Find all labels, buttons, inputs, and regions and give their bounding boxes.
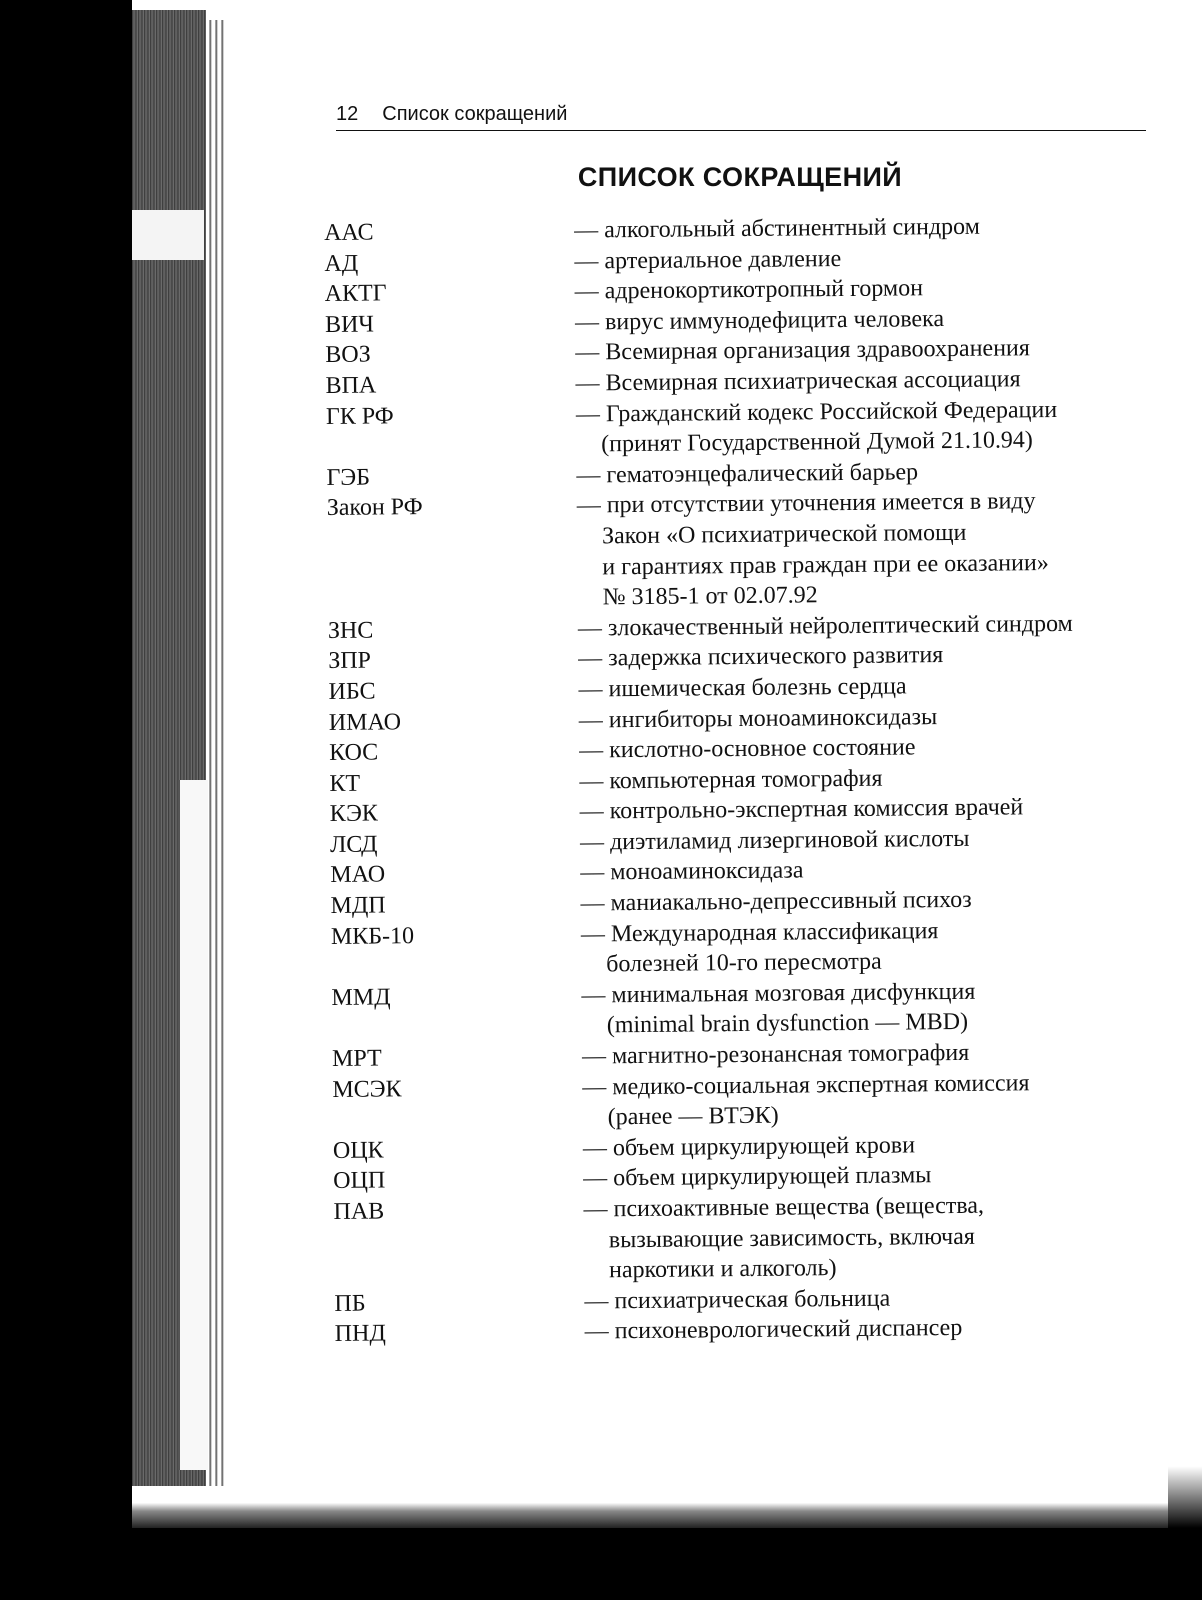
definition-line: — Международная классификация [580, 917, 939, 948]
abbreviation-term: АКТГ [324, 280, 387, 308]
definition-line: (ранее — ВТЭК) [607, 1102, 779, 1131]
abbreviation-term: ПБ [334, 1290, 366, 1317]
definition-line: — гематоэнцефалический барьер [576, 459, 919, 489]
scan-bottom-shadow [132, 1486, 1172, 1528]
abbreviation-term: ИБС [328, 678, 376, 705]
definition-line: № 3185-1 от 02.07.92 [602, 582, 818, 611]
abbreviation-term: МКБ-10 [330, 922, 415, 950]
abbreviation-term: ЗНС [327, 617, 374, 644]
definition-line: — ингибиторы моноаминоксидазы [578, 703, 938, 734]
scan-light-strip [178, 780, 208, 1470]
scan-light-patch [132, 210, 204, 260]
abbreviation-term: ГЭБ [326, 464, 371, 491]
abbreviation-definition [577, 485, 1158, 613]
running-title: Список сокращений [382, 103, 568, 125]
scan-corner-shadow [1168, 1440, 1202, 1528]
abbreviation-term: ИМАО [328, 708, 402, 736]
definition-line: — маниакально-депрессивный психоз [580, 886, 972, 917]
definition-line: — ишемическая болезнь сердца [578, 673, 907, 703]
abbreviation-term: ОЦП [333, 1167, 386, 1195]
definition-line: — артериальное давление [574, 245, 842, 275]
abbreviation-entry [326, 394, 1157, 463]
abbreviation-term: ГК РФ [325, 402, 394, 430]
definition-line: — психоневрологический диспансер [584, 1315, 963, 1345]
abbreviation-definition [582, 1067, 1163, 1134]
definition-line: — Гражданский кодекс Российской Федерации [575, 396, 1058, 428]
definition-line: — адренокортикотропный гормон [574, 275, 924, 305]
definition-line: — алкогольный абстинентный синдром [574, 213, 980, 244]
scan-page-edges [206, 20, 224, 1500]
abbreviation-definition [576, 394, 1157, 461]
abbreviation-term: КОС [329, 739, 379, 767]
scan-dark-margin [0, 0, 132, 1600]
definition-line: Закон «О психиатрической помощи [601, 519, 967, 550]
abbreviation-definition [581, 914, 1162, 981]
abbreviation-term: МСЭК [332, 1075, 402, 1103]
abbreviation-definition [585, 1311, 1165, 1347]
abbreviation-term: ВИЧ [324, 311, 375, 338]
abbreviation-term: ААС [324, 219, 374, 246]
definition-line: — моноаминоксидаза [580, 857, 804, 887]
definition-line: — кислотно-основное состояние [579, 734, 916, 764]
definition-line: — объем циркулирующей крови [582, 1132, 916, 1162]
definition-line: — вирус иммунодефицита человека [574, 305, 945, 336]
definition-line: — Всемирная психиатрическая ассоциация [575, 366, 1021, 397]
page-title: СПИСОК СОКРАЩЕНИЙ [577, 162, 903, 192]
definition-line: — задержка психического развития [578, 642, 944, 672]
abbreviation-definition [581, 975, 1162, 1042]
abbreviation-entry [332, 1067, 1163, 1136]
definition-line: — при отсутствии уточнения имеется в виду [576, 488, 1036, 519]
definition-line: — компьютерная томография [579, 765, 883, 795]
abbreviation-entry [331, 914, 1162, 983]
abbreviation-term: ЛСД [329, 831, 378, 858]
definition-line: — объем циркулирующей плазмы [583, 1162, 932, 1192]
definition-line: наркотики и алкоголь) [608, 1255, 837, 1284]
abbreviation-term: МАО [330, 861, 386, 889]
abbreviation-definition [583, 1189, 1164, 1286]
definition-line: — минимальная мозговая дисфункция [581, 978, 976, 1009]
abbreviation-term: ВПА [325, 372, 377, 399]
page-number: 12 [336, 103, 359, 125]
definition-line: — психоактивные вещества (вещества, [583, 1192, 985, 1223]
abbreviation-term: ЗПР [328, 647, 372, 675]
abbreviation-entry [327, 485, 1158, 615]
definition-line: (minimal brain dysfunction — MBD) [606, 1009, 969, 1039]
definition-line: и гарантиях прав граждан при ее оказании» [602, 549, 1049, 580]
abbreviation-term: ПАВ [333, 1198, 385, 1225]
abbreviation-term: КЭК [329, 800, 379, 828]
definition-line: — медико-социальная экспертная комиссия [582, 1069, 1030, 1101]
definition-line: — диэтиламид лизергиновой кислоты [579, 825, 970, 856]
abbreviation-entry [333, 1189, 1164, 1289]
definition-line: вызывающие зависимость, включая [608, 1223, 975, 1253]
abbreviation-term: АД [324, 250, 359, 277]
definition-line: — психиатрическая больница [584, 1285, 891, 1315]
abbreviation-term: КТ [329, 770, 361, 797]
abbreviation-list [324, 210, 1165, 1350]
abbreviation-term: ПНД [334, 1320, 386, 1348]
abbreviation-term: Закон РФ [326, 494, 423, 522]
abbreviation-term: МРТ [331, 1045, 382, 1072]
abbreviation-term: МДП [330, 892, 386, 920]
abbreviation-term: ВОЗ [325, 341, 371, 369]
definition-line: болезней 10-го пересмотра [606, 948, 882, 978]
running-header [336, 100, 1146, 131]
definition-line: — контрольно-экспертная комиссия врачей [579, 794, 1024, 825]
definition-line: (принят Государственной Думой 21.10.94) [601, 427, 1033, 458]
definition-line: — магнитно-резонансная томография [581, 1039, 970, 1070]
definition-line: — Всемирная организация здравоохранения [575, 335, 1030, 366]
abbreviation-term: ОЦК [332, 1137, 384, 1164]
abbreviation-entry [335, 1311, 1165, 1350]
scan-bottom-margin [0, 1528, 1202, 1600]
definition-line: — злокачественный нейролептический синдром [577, 610, 1073, 642]
abbreviation-term: ММД [331, 984, 391, 1011]
abbreviation-entry [331, 975, 1162, 1044]
